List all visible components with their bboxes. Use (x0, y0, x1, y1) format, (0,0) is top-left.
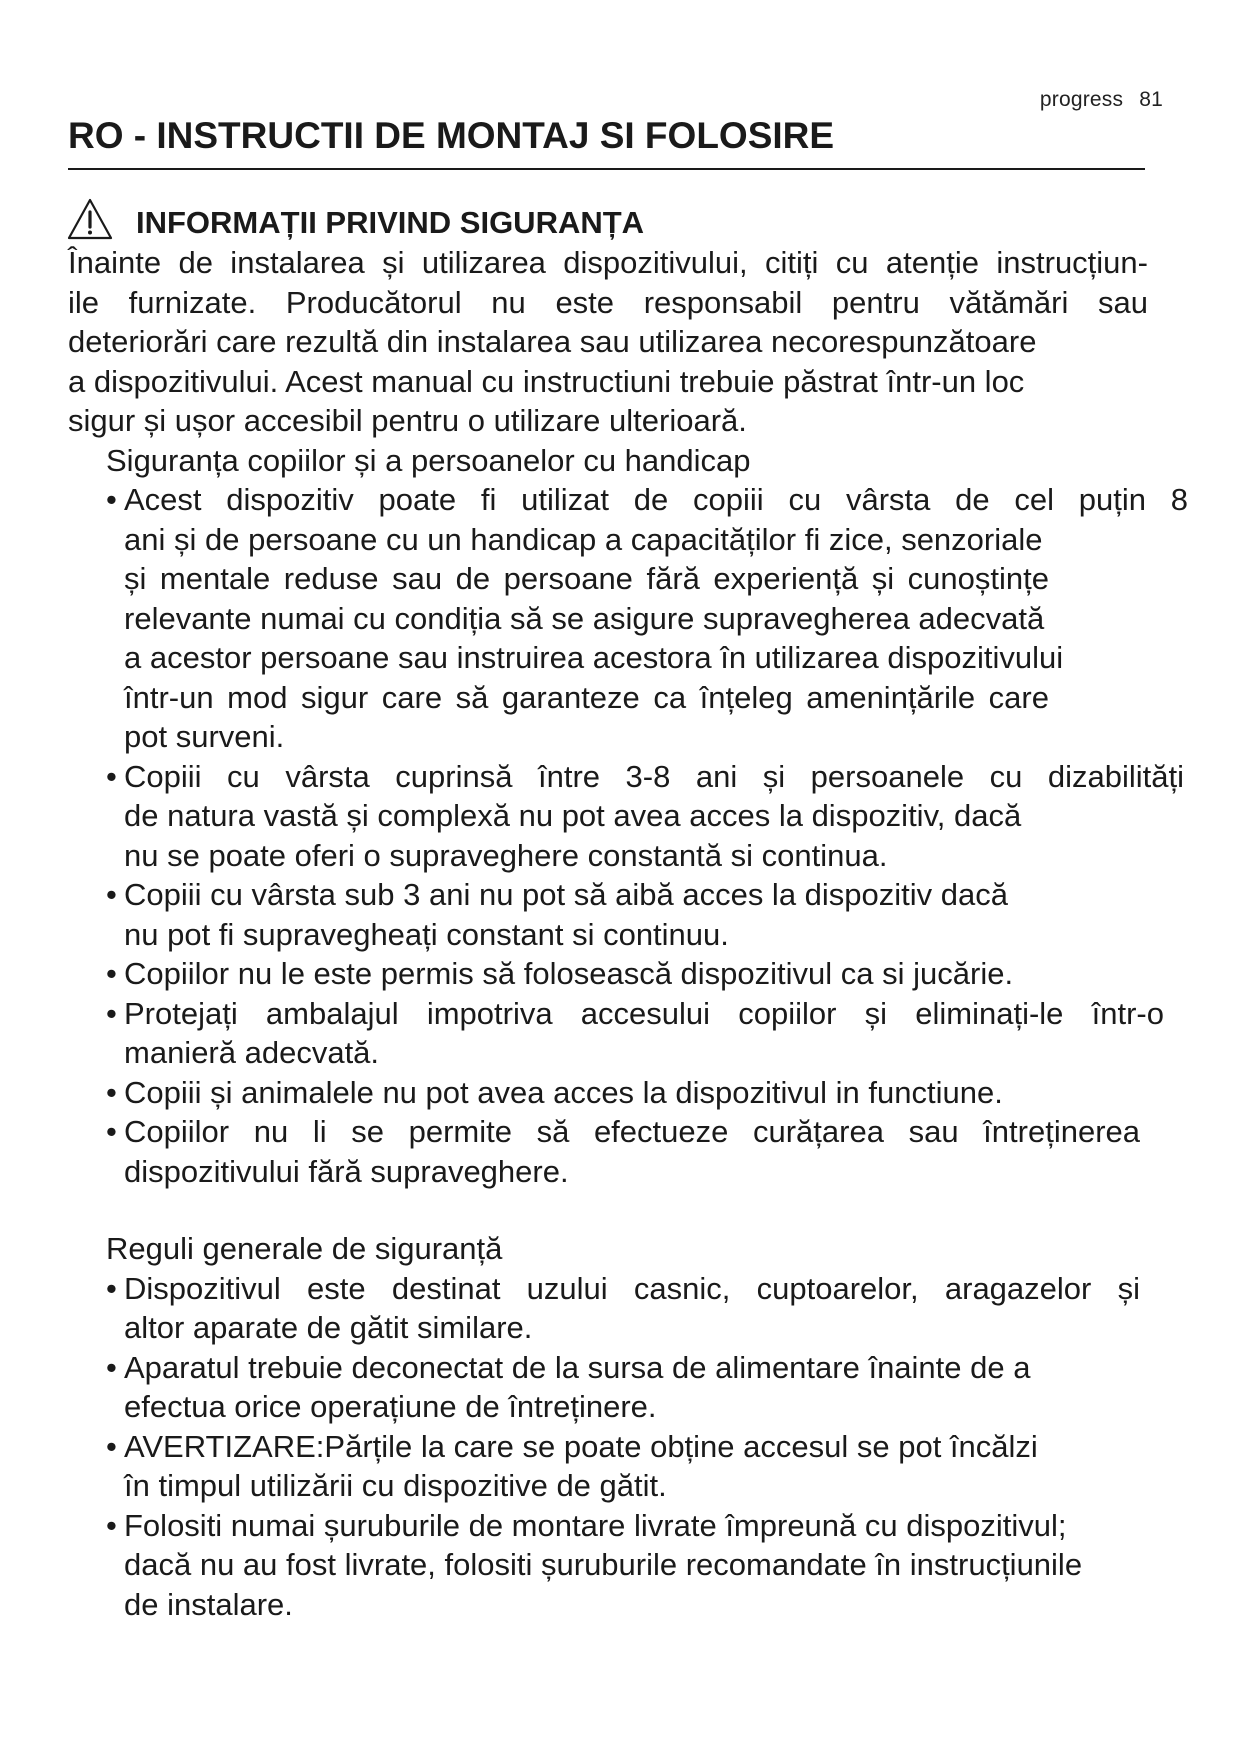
list-item (68, 994, 1188, 1073)
safety-heading-text: INFORMAȚII PRIVIND SIGURANȚA (136, 205, 645, 241)
list-item-line: nu pot fi supravegheați constant si continuu. (124, 916, 729, 952)
intro-line: a dispozitivului. Acest manual cu instructiuni trebuie păstrat într-un loc (68, 363, 1025, 399)
general-safety-list (68, 1269, 1188, 1625)
list-item (68, 1112, 1188, 1191)
list-item (68, 757, 1188, 876)
list-item (68, 1073, 1188, 1113)
list-item-line: • Copiii cu vârsta cuprinsă între 3-8 ani și persoanele cu dizabilități (124, 758, 1184, 794)
list-item-line: dacă nu au fost livrate, folositi șuruburile recomandate în instrucțiunile (124, 1547, 1083, 1582)
list-item-line: de natura vastă și complexă nu pot avea acces la dispozitiv, dacă (124, 798, 1022, 833)
list-item-line: relevante numai cu condiția să se asigure supravegherea adecvată (124, 600, 1045, 636)
list-item (68, 875, 1188, 954)
list-item-line: manieră adecvată. (124, 1035, 380, 1070)
list-item-line: • Aparatul trebuie deconectat de la sursa de alimentare înainte de a (124, 1349, 1031, 1385)
general-safety-subheading: Reguli generale de siguranță (106, 1231, 503, 1266)
list-item-line: nu se poate oferi o supraveghere constantă si continua. (124, 837, 888, 873)
list-item-line: a acestor persoane sau instruirea acestora în utilizarea dispozitivului (124, 640, 1064, 675)
list-item-line: • Copiii cu vârsta sub 3 ani nu pot să aibă acces la dispozitiv dacă (124, 877, 1008, 912)
list-item-line: ani și de persoane cu un handicap a capacităților fi zice, senzoriale (124, 521, 1043, 557)
intro-line: deteriorări care rezultă din instalarea sau utilizarea necorespunzătoare (68, 324, 1037, 359)
document-body (68, 203, 1188, 1624)
brand-name: progress (1039, 88, 1124, 111)
list-item-line: • Acest dispozitiv poate fi utilizat de copiii cu vârsta de cel puțin 8 (124, 482, 1188, 517)
list-item-line: dispozitivului fără supraveghere. (124, 1153, 569, 1189)
list-item (68, 1269, 1188, 1348)
list-item-line: • Copiilor nu li se permite să efectueze curățarea sau întreținerea (124, 1114, 1140, 1149)
page-header (1040, 88, 1163, 112)
intro-line: Înainte de instalarea și utilizarea dispozitivului, citiți cu atenție instrucțiun- (68, 245, 1148, 280)
page-title: RO - INSTRUCTII DE MONTAJ SI FOLOSIRE (68, 112, 1145, 170)
intro-line: sigur și ușor accesibil pentru o utilizare ulterioară. (68, 403, 747, 438)
list-item-line: altor aparate de gătit similare. (124, 1310, 533, 1345)
safety-section-heading (68, 203, 1188, 243)
list-item (68, 480, 1188, 757)
list-item-line: • Copiilor nu le este permis să folosească dispozitivul ca si jucărie. (124, 956, 1014, 991)
list-item-line: • Copiii și animalele nu pot avea acces la dispozitivul in functiune. (124, 1074, 1003, 1110)
list-item-line: • Dispozitivul este destinat uzului casnic, cuptoarelor, aragazelor și (124, 1270, 1140, 1306)
list-item-line: în timpul utilizării cu dispozitive de gătit. (124, 1468, 667, 1503)
page-number: 81 (1139, 88, 1163, 111)
intro-line: ile furnizate. Producătorul nu este responsabil pentru vătămări sau (68, 284, 1148, 320)
list-item-line: • Protejați ambalajul impotriva accesului copiilor și eliminați-le într-o (124, 995, 1164, 1031)
list-item-line: efectua orice operațiune de întreținere. (124, 1389, 657, 1424)
list-item-line: de instalare. (124, 1586, 293, 1622)
list-item (68, 1506, 1188, 1625)
warning-icon (66, 197, 114, 241)
list-item-line: într-un mod sigur care să garanteze ca înțeleg amenințările care (124, 679, 1049, 715)
children-safety-list (68, 480, 1188, 1191)
intro-paragraph (68, 243, 1148, 441)
section-spacer (68, 1191, 1188, 1229)
list-item-line: • AVERTIZARE:Părțile la care se poate obține accesul se pot încălzi (124, 1428, 1038, 1464)
list-item (68, 954, 1188, 994)
list-item-line: și mentale reduse sau de persoane fără experiență și cunoștințe (124, 561, 1049, 596)
children-safety-subheading: Siguranța copiilor și a persoanelor cu handicap (106, 442, 751, 478)
list-item (68, 1427, 1188, 1506)
list-item-line: pot surveni. (124, 719, 285, 754)
list-item (68, 1348, 1188, 1427)
list-item-line: • Folositi numai șuruburile de montare livrate împreună cu dispozitivul; (124, 1507, 1067, 1543)
